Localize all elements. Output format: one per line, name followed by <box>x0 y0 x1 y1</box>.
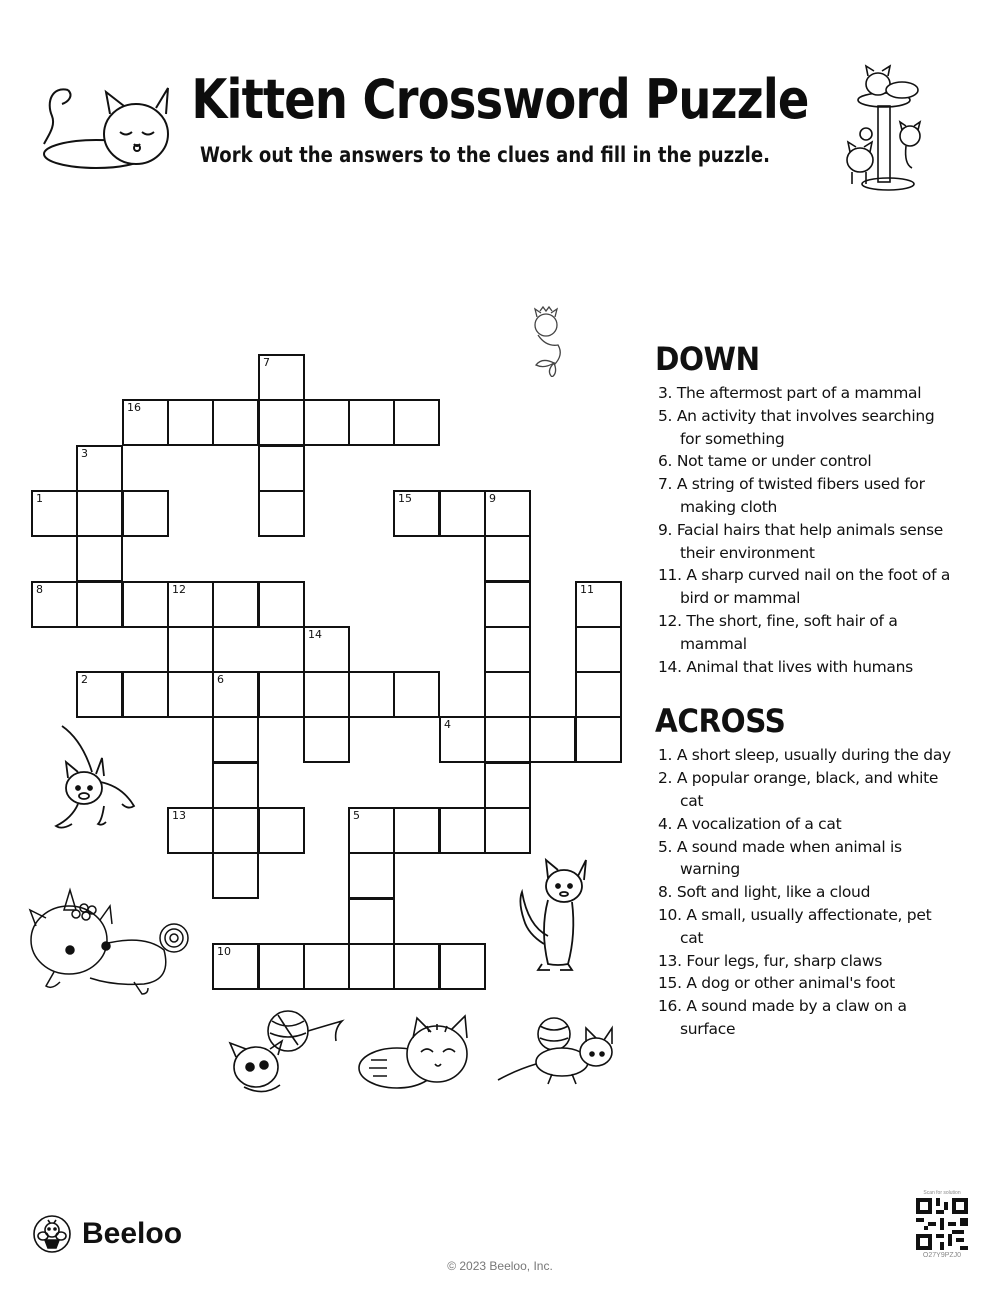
crossword-cell[interactable] <box>303 399 350 446</box>
down-clue: 14. Animal that lives with humans <box>658 657 913 676</box>
crossword-cell[interactable] <box>484 671 531 718</box>
clue-number: 15 <box>398 492 412 505</box>
across-clue: 2. A popular orange, black, and white cat <box>658 769 939 810</box>
crossword-cell[interactable] <box>575 581 622 628</box>
down-clue: 6. Not tame or under control <box>658 452 872 471</box>
crossword-cell[interactable] <box>348 671 395 718</box>
down-clue: 9. Facial hairs that help animals sense their environment <box>658 520 943 562</box>
clue-number: 6 <box>217 673 224 686</box>
crossword-cell[interactable] <box>393 671 440 718</box>
qr-code-icon <box>916 1198 968 1250</box>
qr-label: Scan for solution <box>923 1190 961 1196</box>
down-clue-list <box>655 382 955 678</box>
clue-number: 5 <box>353 809 360 822</box>
crossword-cell[interactable] <box>122 490 169 537</box>
crossword-cell[interactable] <box>393 399 440 446</box>
crossword-cell[interactable] <box>31 490 78 537</box>
across-clue: 13. Four legs, fur, sharp claws <box>658 951 882 970</box>
down-heading: DOWN <box>655 340 760 378</box>
crossword-cell[interactable] <box>122 671 169 718</box>
bee-icon <box>32 1214 72 1254</box>
crossword-cell[interactable] <box>393 490 440 537</box>
across-clue: 16. A sound made by a claw on a surface <box>658 997 907 1038</box>
crossword-cell[interactable] <box>167 626 214 673</box>
kitten-with-yarn-icon <box>220 1005 345 1100</box>
crossword-cell[interactable] <box>348 807 395 854</box>
across-clue: 4. A vocalization of a cat <box>658 814 842 833</box>
crossword-cell[interactable] <box>212 762 259 809</box>
crossword-cell[interactable] <box>303 671 350 718</box>
crossword-cell[interactable] <box>484 490 531 537</box>
crossword-cell[interactable] <box>439 943 486 990</box>
crossword-cell[interactable] <box>484 535 531 582</box>
crossword-cell[interactable] <box>212 581 259 628</box>
clue-number: 11 <box>580 583 594 596</box>
across-clue: 10. A small, usually affectionate, pet cat <box>658 905 932 947</box>
crossword-cell[interactable] <box>167 399 214 446</box>
crossword-cell[interactable] <box>76 535 123 582</box>
crossword-cell[interactable] <box>212 807 259 854</box>
crossword-cell[interactable] <box>348 898 395 945</box>
crossword-cell[interactable] <box>76 490 123 537</box>
crossword-cell[interactable] <box>484 716 531 763</box>
qr-code-text: O27Y9PZJ0 <box>922 1252 962 1259</box>
crossword-cell[interactable] <box>439 490 486 537</box>
across-clue-list <box>655 744 955 1040</box>
clue-number: 1 <box>36 492 43 505</box>
crossword-cell[interactable] <box>303 626 350 673</box>
crossword-cell[interactable] <box>575 671 622 718</box>
page-subtitle: Work out the answers to the clues and fill in the puzzle. <box>200 143 770 167</box>
beeloo-logo <box>32 1214 182 1254</box>
crossword-cell[interactable] <box>212 399 259 446</box>
down-clue: 7. A string of twisted fibers used for making cloth <box>658 475 925 516</box>
crossword-cell[interactable] <box>484 581 531 628</box>
crossword-cell[interactable] <box>303 943 350 990</box>
crossword-cell[interactable] <box>575 716 622 763</box>
crossword-cell[interactable] <box>348 943 395 990</box>
across-clue: 1. A short sleep, usually during the day <box>658 746 951 765</box>
crossword-cell[interactable] <box>303 716 350 763</box>
across-clue: 5. A sound made when animal is warning <box>658 837 902 879</box>
smiling-lying-kitten-icon <box>355 1012 485 1094</box>
crossword-cell[interactable] <box>76 671 123 718</box>
crossword-cell[interactable] <box>258 399 305 446</box>
crossword-cell[interactable] <box>122 581 169 628</box>
crossword-cell[interactable] <box>31 581 78 628</box>
kitten-playing-yarn-icon <box>492 1014 622 1090</box>
crossword-cell[interactable] <box>529 716 576 763</box>
clues-panel <box>655 340 955 1041</box>
clue-number: 7 <box>263 356 270 369</box>
clue-number: 3 <box>81 447 88 460</box>
across-clue: 8. Soft and light, like a cloud <box>658 883 871 902</box>
crossword-cell[interactable] <box>575 626 622 673</box>
crossword-cell[interactable] <box>439 807 486 854</box>
crossword-cell[interactable] <box>258 490 305 537</box>
clue-number: 4 <box>444 718 451 731</box>
crossword-cell[interactable] <box>258 671 305 718</box>
crossword-cell[interactable] <box>258 445 305 492</box>
clue-number: 9 <box>489 492 496 505</box>
crossword-cell[interactable] <box>393 943 440 990</box>
clue-number: 12 <box>172 583 186 596</box>
qr-solution[interactable] <box>912 1190 972 1259</box>
crossword-cell[interactable] <box>258 581 305 628</box>
crossword-cell[interactable] <box>167 581 214 628</box>
crossword-cell[interactable] <box>258 807 305 854</box>
crossword-cell[interactable] <box>212 716 259 763</box>
crossword-cell[interactable] <box>167 807 214 854</box>
crossword-cell[interactable] <box>212 943 259 990</box>
crossword-cell[interactable] <box>348 399 395 446</box>
page-title: Kitten Crossword Puzzle <box>191 68 809 131</box>
crossword-cell[interactable] <box>258 943 305 990</box>
unicorn-kitten-icon <box>14 880 194 1000</box>
crossword-cell[interactable] <box>167 671 214 718</box>
crossword-cell[interactable] <box>439 716 486 763</box>
kittens-on-cat-tree-icon <box>838 60 948 195</box>
brand-name: Beeloo <box>82 1217 183 1250</box>
crossword-cell[interactable] <box>212 852 259 899</box>
walking-kitten-icon <box>48 722 148 842</box>
clue-number: 8 <box>36 583 43 596</box>
copyright: © 2023 Beeloo, Inc. <box>447 1259 553 1273</box>
crossword-cell[interactable] <box>212 671 259 718</box>
across-clue: 15. A dog or other animal's foot <box>658 974 895 993</box>
down-clue: 3. The aftermost part of a mammal <box>658 384 922 402</box>
clue-number: 16 <box>127 401 141 414</box>
clue-number: 10 <box>217 945 231 958</box>
crossword-cell[interactable] <box>348 852 395 899</box>
crossword-cell[interactable] <box>484 626 531 673</box>
crossword-cell[interactable] <box>76 581 123 628</box>
crossword-cell[interactable] <box>76 445 123 492</box>
down-clue: 12. The short, fine, soft hair of a mammal <box>658 611 898 653</box>
clue-number: 13 <box>172 809 186 822</box>
down-clue: 11. A sharp curved nail on the foot of a bird or mammal <box>658 566 951 608</box>
crossword-cell[interactable] <box>484 762 531 809</box>
standing-kitten-icon <box>512 856 602 976</box>
crossword-cell[interactable] <box>484 807 531 854</box>
mermaid-kitten-icon <box>520 305 580 377</box>
across-heading: ACROSS <box>655 702 786 741</box>
clue-number: 2 <box>81 673 88 686</box>
crossword-cell[interactable] <box>122 399 169 446</box>
clue-number: 14 <box>308 628 322 641</box>
down-clue: 5. An activity that involves searching for something <box>658 406 935 448</box>
crossword-cell[interactable] <box>258 354 305 401</box>
crossword-cell[interactable] <box>393 807 440 854</box>
